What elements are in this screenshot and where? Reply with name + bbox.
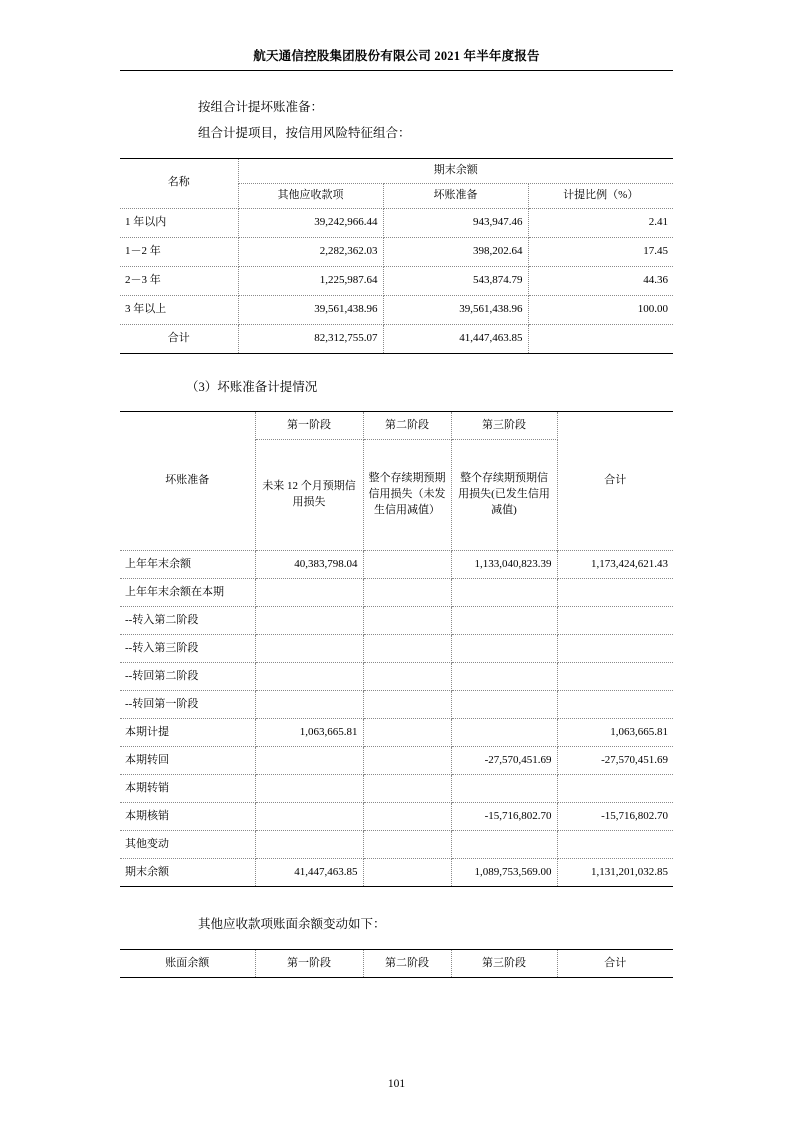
table-row bbox=[120, 691, 673, 719]
cell-ratio: 44.36 bbox=[528, 266, 673, 295]
cell-stage-3 bbox=[451, 775, 557, 803]
cell-total bbox=[557, 663, 673, 691]
cell-ratio: 17.45 bbox=[528, 237, 673, 266]
cell-row-label: 其他变动 bbox=[120, 831, 255, 859]
cell-stage-2 bbox=[363, 551, 451, 579]
cell-stage-2 bbox=[363, 719, 451, 747]
cell-stage-1: 41,447,463.85 bbox=[255, 859, 363, 887]
cell-ratio: 2.41 bbox=[528, 208, 673, 237]
cell-other-receivable: 1,225,987.64 bbox=[238, 266, 383, 295]
header-stage-2: 第二阶段 bbox=[363, 412, 451, 440]
cell-bad-debt: 41,447,463.85 bbox=[383, 324, 528, 353]
header-stage-3: 第三阶段 bbox=[451, 412, 557, 440]
cell-total: 1,173,424,621.43 bbox=[557, 551, 673, 579]
table-row bbox=[120, 747, 673, 775]
table-row bbox=[120, 719, 673, 747]
table-row bbox=[120, 208, 673, 237]
cell-name: 3 年以上 bbox=[120, 295, 238, 324]
cell-stage-2 bbox=[363, 803, 451, 831]
table-book-balance-stages bbox=[120, 949, 673, 978]
cell-stage-1 bbox=[255, 775, 363, 803]
cell-stage-3: -15,716,802.70 bbox=[451, 803, 557, 831]
cell-stage-3 bbox=[451, 663, 557, 691]
table-row bbox=[120, 663, 673, 691]
cell-bad-debt: 543,874.79 bbox=[383, 266, 528, 295]
cell-row-label: 上年年末余额 bbox=[120, 551, 255, 579]
cell-stage-1: 1,063,665.81 bbox=[255, 719, 363, 747]
cell-stage-3 bbox=[451, 831, 557, 859]
cell-other-receivable: 82,312,755.07 bbox=[238, 324, 383, 353]
cell-row-label: 本期转销 bbox=[120, 775, 255, 803]
cell-ratio bbox=[528, 324, 673, 353]
cell-name: 1 年以内 bbox=[120, 208, 238, 237]
cell-total bbox=[557, 831, 673, 859]
table-row bbox=[120, 803, 673, 831]
header-ratio: 计提比例（%） bbox=[528, 183, 673, 208]
cell-stage-1 bbox=[255, 579, 363, 607]
header-stage-3: 第三阶段 bbox=[451, 950, 557, 978]
header-row-label: 账面余额 bbox=[120, 950, 255, 978]
cell-row-label: 上年年末余额在本期 bbox=[120, 579, 255, 607]
cell-bad-debt: 39,561,438.96 bbox=[383, 295, 528, 324]
cell-stage-3: 1,133,040,823.39 bbox=[451, 551, 557, 579]
table-row bbox=[120, 295, 673, 324]
table-row bbox=[120, 607, 673, 635]
paragraph-group-items: 组合计提项目，按信用风险特征组合： bbox=[198, 125, 411, 140]
cell-stage-1 bbox=[255, 691, 363, 719]
cell-stage-1 bbox=[255, 831, 363, 859]
header-row-label: 坏账准备 bbox=[120, 412, 255, 551]
cell-row-label: --转入第三阶段 bbox=[120, 635, 255, 663]
cell-stage-1 bbox=[255, 635, 363, 663]
cell-stage-1: 40,383,798.04 bbox=[255, 551, 363, 579]
table-bad-debt-stages bbox=[120, 411, 673, 887]
table-row bbox=[120, 831, 673, 859]
paragraph-book-balance-change: 其他应收款项账面余额变动如下： bbox=[198, 917, 386, 932]
cell-name: 1－2 年 bbox=[120, 237, 238, 266]
cell-row-label: --转回第一阶段 bbox=[120, 691, 255, 719]
cell-stage-3: 1,089,753,569.00 bbox=[451, 859, 557, 887]
cell-total bbox=[557, 635, 673, 663]
header-stage-3-desc: 整个存续期预期信用损失(已发生信用减值) bbox=[451, 440, 557, 551]
header-total: 合计 bbox=[557, 950, 673, 978]
cell-stage-2 bbox=[363, 663, 451, 691]
cell-stage-2 bbox=[363, 635, 451, 663]
cell-stage-3 bbox=[451, 691, 557, 719]
table-row bbox=[120, 579, 673, 607]
page-header: 航天通信控股集团股份有限公司 2021 年半年度报告 bbox=[253, 49, 540, 63]
cell-bad-debt: 943,947.46 bbox=[383, 208, 528, 237]
table-row bbox=[120, 237, 673, 266]
table-row bbox=[120, 158, 673, 183]
header-name: 名称 bbox=[120, 158, 238, 208]
cell-stage-2 bbox=[363, 859, 451, 887]
header-bad-debt: 坏账准备 bbox=[383, 183, 528, 208]
cell-name: 合计 bbox=[120, 324, 238, 353]
cell-stage-3 bbox=[451, 607, 557, 635]
cell-total: 1,063,665.81 bbox=[557, 719, 673, 747]
header-stage-1-desc: 未来 12 个月预期信用损失 bbox=[255, 440, 363, 551]
header-divider bbox=[120, 70, 673, 71]
header-stage-2: 第二阶段 bbox=[363, 950, 451, 978]
cell-stage-1 bbox=[255, 607, 363, 635]
paragraph-bad-debt-provision-heading: （3）坏账准备计提情况 bbox=[186, 379, 318, 394]
table-aging-provision bbox=[120, 158, 673, 354]
cell-stage-1 bbox=[255, 803, 363, 831]
cell-row-label: 本期计提 bbox=[120, 719, 255, 747]
cell-row-label: 本期转回 bbox=[120, 747, 255, 775]
cell-other-receivable: 2,282,362.03 bbox=[238, 237, 383, 266]
table-row bbox=[120, 412, 673, 440]
cell-stage-2 bbox=[363, 607, 451, 635]
cell-row-label: 期末余额 bbox=[120, 859, 255, 887]
header-total: 合计 bbox=[557, 412, 673, 551]
table-row bbox=[120, 950, 673, 978]
cell-stage-2 bbox=[363, 579, 451, 607]
cell-stage-2 bbox=[363, 747, 451, 775]
cell-row-label: 本期核销 bbox=[120, 803, 255, 831]
table-row bbox=[120, 635, 673, 663]
cell-total: 1,131,201,032.85 bbox=[557, 859, 673, 887]
header-stage-1: 第一阶段 bbox=[255, 950, 363, 978]
cell-total bbox=[557, 607, 673, 635]
cell-bad-debt: 398,202.64 bbox=[383, 237, 528, 266]
cell-stage-2 bbox=[363, 691, 451, 719]
header-other-receivable: 其他应收款项 bbox=[238, 183, 383, 208]
page-content bbox=[120, 96, 673, 978]
cell-stage-2 bbox=[363, 775, 451, 803]
cell-other-receivable: 39,242,966.44 bbox=[238, 208, 383, 237]
table-row-total bbox=[120, 859, 673, 887]
cell-row-label: --转入第二阶段 bbox=[120, 607, 255, 635]
cell-total bbox=[557, 691, 673, 719]
cell-total bbox=[557, 579, 673, 607]
cell-stage-3: -27,570,451.69 bbox=[451, 747, 557, 775]
header-period-end-balance: 期末余额 bbox=[238, 158, 673, 183]
cell-other-receivable: 39,561,438.96 bbox=[238, 295, 383, 324]
cell-total: -27,570,451.69 bbox=[557, 747, 673, 775]
table-row bbox=[120, 266, 673, 295]
table-row-total bbox=[120, 324, 673, 353]
page-number: 101 bbox=[387, 1078, 406, 1090]
cell-total: -15,716,802.70 bbox=[557, 803, 673, 831]
header-stage-2-desc: 整个存续期预期信用损失（未发生信用减值） bbox=[363, 440, 451, 551]
header-stage-1: 第一阶段 bbox=[255, 412, 363, 440]
cell-stage-3 bbox=[451, 719, 557, 747]
cell-stage-2 bbox=[363, 831, 451, 859]
cell-stage-1 bbox=[255, 663, 363, 691]
cell-stage-3 bbox=[451, 579, 557, 607]
cell-total bbox=[557, 775, 673, 803]
table-row bbox=[120, 551, 673, 579]
cell-stage-1 bbox=[255, 747, 363, 775]
cell-row-label: --转回第二阶段 bbox=[120, 663, 255, 691]
paragraph-group-provision: 按组合计提坏账准备： bbox=[198, 100, 324, 114]
cell-ratio: 100.00 bbox=[528, 295, 673, 324]
table-row bbox=[120, 775, 673, 803]
cell-stage-3 bbox=[451, 635, 557, 663]
cell-name: 2－3 年 bbox=[120, 266, 238, 295]
